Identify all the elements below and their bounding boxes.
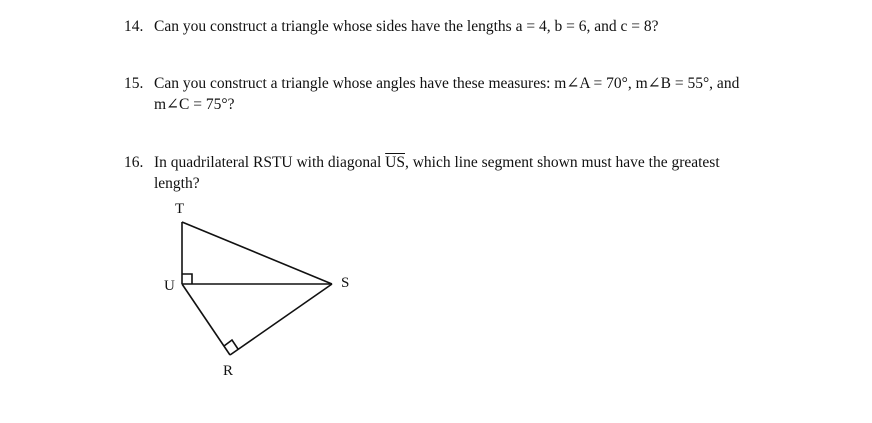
vertex-label-t: T	[175, 201, 185, 217]
right-angle-mark-u	[182, 274, 192, 284]
problem-text-line-1: Can you construct a triangle whose angles have these measures: m∠A = 70°, m∠B = 55°, and	[154, 75, 740, 92]
segment-ur	[182, 284, 230, 355]
right-angle-mark-r	[224, 340, 238, 349]
problem-number: 14.	[124, 18, 144, 35]
problem-number: 15.	[124, 75, 144, 92]
quadrilateral-figure	[150, 195, 380, 385]
problem-text-line-2: m∠C = 75°?	[154, 96, 235, 113]
diagonal-segment-label: $\overline{US}$	[385, 154, 405, 171]
problem-text-line-2: length?	[154, 175, 200, 192]
vertex-label-r: R	[223, 363, 234, 379]
vertex-label-u: U	[164, 278, 175, 294]
problem-number: 16.	[124, 154, 144, 171]
problem-text-after: , which line segment shown must have the greatest	[404, 154, 720, 171]
problem-16	[124, 152, 720, 194]
problem-14	[124, 16, 658, 37]
vertex-label-s: S	[341, 275, 350, 291]
segment-rs	[230, 284, 332, 355]
problem-15	[124, 73, 739, 115]
segment-ts	[182, 222, 332, 284]
problem-text: Can you construct a triangle whose sides have the lengths a = 4, b = 6, and c = 8?	[154, 18, 659, 35]
problem-text-before: In quadrilateral RSTU with diagonal	[154, 154, 386, 171]
